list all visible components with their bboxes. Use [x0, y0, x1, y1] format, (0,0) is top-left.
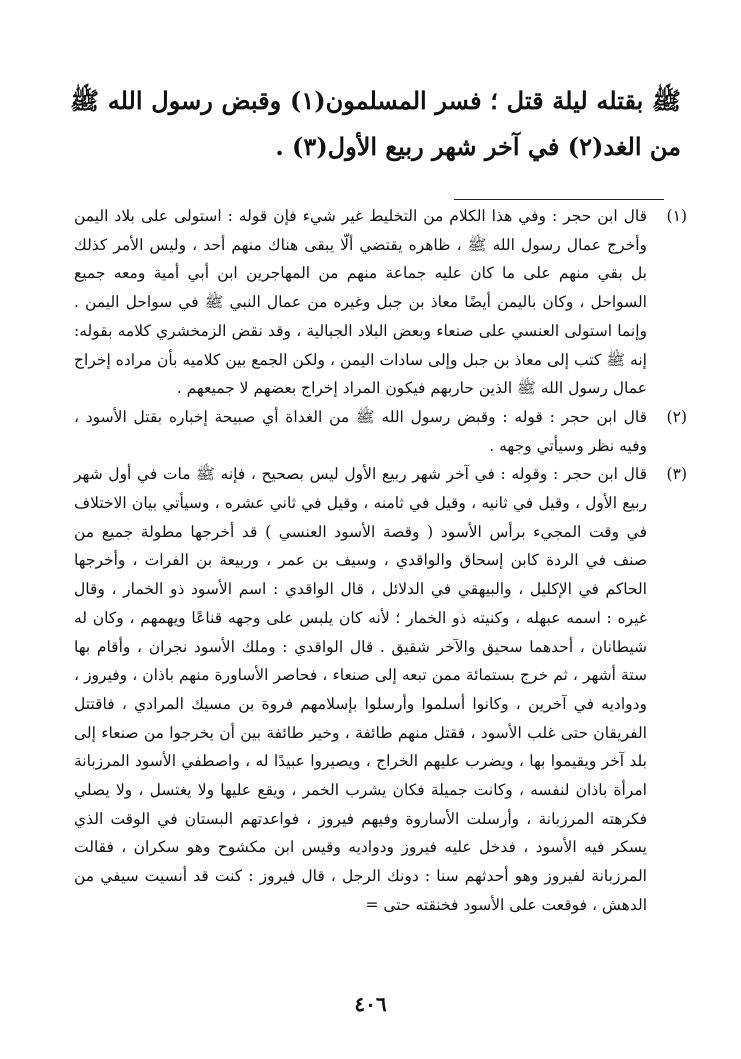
main-text: ﷺ بقتله ليلة قتل ؛ فسر المسلمون(١) وقبض رسول الله ﷺ من الغد(٢) في آخر شهر ربيع الأول(٣) .	[70, 86, 681, 161]
footnote-3	[74, 460, 687, 919]
footnote-1	[74, 202, 687, 403]
footnote-divider	[454, 199, 664, 200]
footnotes	[74, 202, 687, 920]
footnote-text: قال ابن حجر : وفي هذا الكلام من التخليط غير شيء فإن قوله : استولى على بلاد اليمن وأخرج عمال رسول الله ﷺ ، ظاهره يقتضي ألّا يبقى هناك منهم أحد ، وليس الأمر كذلك بل بقي منهم على ما كان عليه جماعة منهم من المهاجرين ابن أبي أمية ومعه جميع السواحل ، وكان باليمن أيضًا معاذ بن جبل وغيره من عمال النبي ﷺ في سواحل اليمن . وإنما استولى العنسي على صنعاء وبعض البلاد الجبالية ، وقد نقض الزمخشري كلامه بقوله: إنه ﷺ كتب إلى معاذ بن جبل وإلى سادات اليمن ، ولكن الجمع بين كلاميه بأن مراده إخراج عمال رسول الله ﷺ الذين حاربهم فيكون المراد إخراج بعضهم لا جميعهم .	[74, 207, 647, 398]
page-number: ٤٠٦	[354, 992, 387, 1016]
footnote-2	[74, 403, 687, 460]
footnote-number: (٣)	[666, 465, 687, 484]
footnote-number: (١)	[666, 207, 687, 225]
footnote-text: قال ابن حجر : قوله : وقبض رسول الله ﷺ من الغداة أي صبيحة إخباره بقتل الأسود ، وفيه نظر وسيأتي وجهه .	[74, 407, 647, 455]
footnote-number: (٢)	[666, 407, 687, 426]
footnote-text: قال ابن حجر : وقوله : في آخر شهر ربيع الأول ليس بصحيح ، فإنه ﷺ مات في أول شهر ربيع الأول ، وقيل في ثانيه ، وقيل في ثامنه ، وقيل في ثاني عشره ، وسيأتي بيان الاختلاف في وقت المجيء برأس الأسود ( وقصة الأسود العنسي ) قد أخرجها مطولة جميع من صنف في الردة كابن إسحاق والواقدي ، وسيف بن عمر ، وربيعة بن الفرات ، وأخرجها الحاكم في الإكليل ، والبيهقي في الدلائل ، قال الواقدي : اسم الأسود ذو الخمار ، وقال غيره : اسمه عبهله ، وكنيته ذو الخمار ؛ لأنه كان يلبس على وجهه قناعًا ويهمهم ، وكان له شيطانان ، أحدهما سحيق والآخر شقيق . قال الواقدي : وملك الأسود نجران ، وأقام بها ستة أشهر ، ثم خرج بستمائة ممن تبعه إلى صنعاء ، فحاصر الأساورة منهم باذان ، وفيروز ، ودواديه في آخرين ، وكانوا أسلموا وأرسلوا بإسلامهم فروة بن مسيك المرادي ، فاقتتل الفريقان حتى غلب الأسود ، فقتل منهم طائفة ، وخير طائفة بين أن يخرجوا من صنعاء إلى بلد آخر ويقيموا بها ، ويضرب عليهم الخراج ، ويصيروا عبيدًا له ، واصطفي الأسود المرزبانة امرأة باذان لنفسه ، وكانت جميلة فكان يشرب الخمر ، ويقع عليها ولا يغتسل ، ولا يصلي فكرهته المرزبانة ، وأرسلت الأساروة وفيهم فيروز ، فواعدتهم البستان في الوقت الذي يسكر فيه الأسود ، فدخل عليه فيروز ودواديه وقيس ابن مكشوح وهو سكران ، فقالت المرزبانة لفيروز وهو أحدثهم سنا : دونك الرجل ، قال فيروز : كنت قد أنسيت سيفي من الدهش ، فوقعت على الأسود فخنقته حتى =	[74, 465, 647, 914]
